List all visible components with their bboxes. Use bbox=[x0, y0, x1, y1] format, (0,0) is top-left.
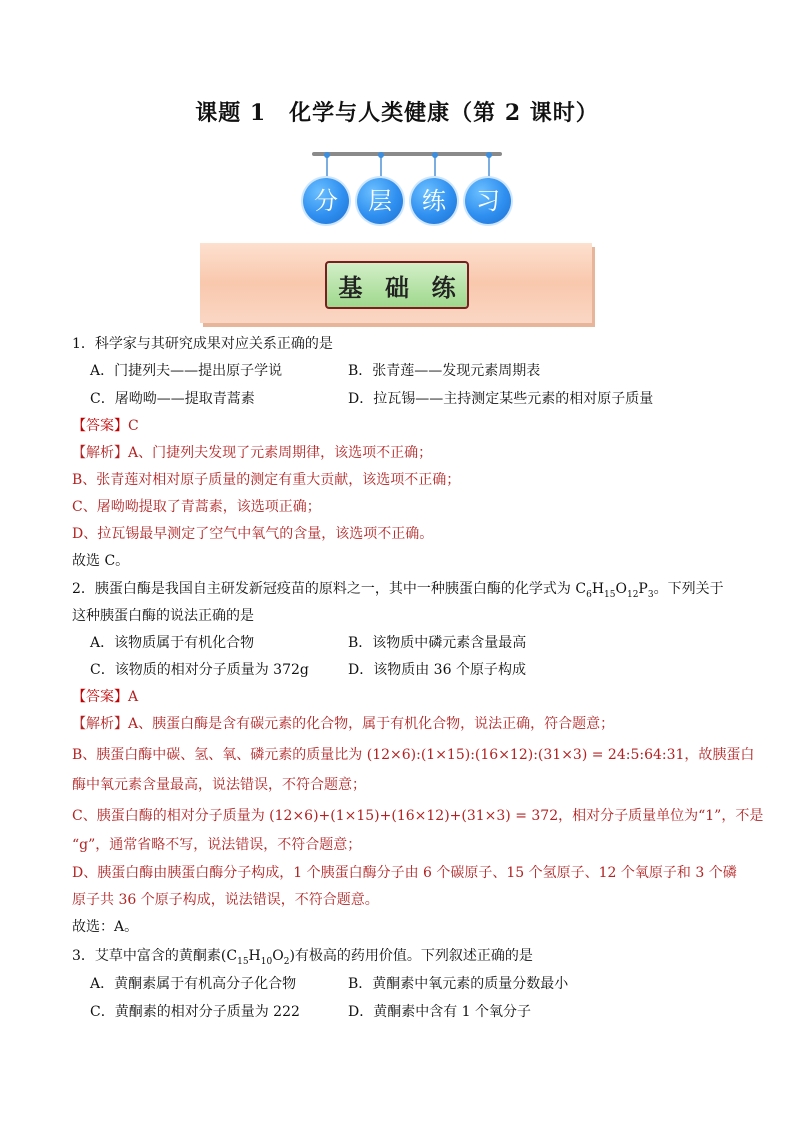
banner-char: 习 bbox=[465, 178, 511, 224]
q1-option-b: B．张青莲——发现元素周期表 bbox=[348, 363, 541, 379]
q2-analysis-a bbox=[72, 714, 614, 734]
formula-element: O bbox=[615, 581, 627, 597]
q2-analysis-d: D、胰蛋白酶由胰蛋白酶分子构成，1 个胰蛋白酶分子由 6 个碳原子、15 个氢原子、12 个氧原子和 3 个磷 bbox=[72, 865, 737, 881]
q1-analysis-d: D、拉瓦锡最早测定了空气中氧气的含量，该选项不正确。 bbox=[72, 526, 434, 542]
q2-option-a: A．该物质属于有机化合物 bbox=[90, 635, 255, 651]
analysis-tag: 【解析】 bbox=[72, 445, 128, 461]
analysis-tag: 【解析】 bbox=[72, 716, 128, 732]
q2-option-b: B．该物质中磷元素含量最高 bbox=[348, 635, 527, 651]
question-2-stem-cont: 这种胰蛋白酶的说法正确的是 bbox=[72, 608, 254, 624]
answer-tag: 【答案】 bbox=[72, 418, 128, 434]
question-3-stem bbox=[72, 946, 533, 972]
section-char: 练 bbox=[431, 273, 456, 302]
section-char: 基 bbox=[338, 273, 363, 302]
q3-option-b: B．黄酮素中氧元素的质量分数最小 bbox=[348, 976, 569, 992]
q2-analysis-b: B、胰蛋白酶中碳、氢、氧、磷元素的质量比为 (12×6):(1×15):(16×12):(31×3) = 24:5:64:31，故胰蛋白 bbox=[72, 747, 755, 763]
subscript: 12 bbox=[626, 589, 639, 600]
question-1-stem: 1．科学家与其研究成果对应关系正确的是 bbox=[72, 336, 333, 352]
answer-value: C bbox=[128, 418, 139, 434]
subscript: 10 bbox=[260, 956, 273, 967]
q2-option-c: C．该物质的相对分子质量为 372g bbox=[90, 662, 309, 678]
stem-text: 。下列关于 bbox=[653, 581, 724, 597]
analysis-text: A、胰蛋白酶是含有碳元素的化合物，属于有机化合物，说法正确，符合题意； bbox=[128, 716, 615, 732]
banner-char: 层 bbox=[357, 178, 403, 224]
formula-element: O bbox=[272, 948, 284, 964]
q2-analysis-d-cont: 原子共 36 个原子构成，说法错误，不符合题意。 bbox=[72, 892, 379, 908]
q2-analysis-c-cont: “g”，通常省略不写，说法错误，不符合题意； bbox=[72, 837, 362, 853]
analysis-text: A、门捷列夫发现了元素周期律，该选项不正确； bbox=[128, 445, 433, 461]
q3-option-a: A．黄酮素属于有机高分子化合物 bbox=[90, 976, 297, 992]
q2-conclusion: 故选：A。 bbox=[72, 919, 139, 935]
subscript: 6 bbox=[586, 589, 592, 600]
subscript: 15 bbox=[237, 956, 249, 967]
q1-answer bbox=[72, 416, 139, 436]
page-title: 课题 1 化学与人类健康（第 2 课时） bbox=[195, 100, 599, 126]
banner-char: 练 bbox=[411, 178, 457, 224]
answer-tag: 【答案】 bbox=[72, 689, 128, 705]
banner-char: 分 bbox=[303, 178, 349, 224]
q1-option-a: A．门捷列夫——提出原子学说 bbox=[90, 363, 283, 379]
formula-element: H bbox=[591, 581, 605, 597]
stem-text: 3．艾草中富含的黄酮素(C bbox=[72, 948, 238, 964]
q1-analysis-a bbox=[72, 443, 432, 463]
formula-element: P bbox=[638, 581, 648, 597]
q2-option-d: D．该物质由 36 个原子构成 bbox=[348, 662, 526, 678]
q1-option-d: D．拉瓦锡——主持测定某些元素的相对原子质量 bbox=[348, 391, 654, 407]
subscript: 2 bbox=[283, 956, 290, 967]
q1-option-c: C．屠呦呦——提取青蒿素 bbox=[90, 391, 255, 407]
q1-conclusion: 故选 C。 bbox=[72, 553, 130, 569]
section-header bbox=[325, 261, 469, 309]
subscript: 3 bbox=[647, 589, 654, 600]
q1-analysis-b: B、张青莲对相对原子质量的测定有重大贡献，该选项不正确； bbox=[72, 472, 461, 488]
subscript: 15 bbox=[604, 589, 616, 600]
stem-text: 2．胰蛋白酶是我国自主研发新冠疫苗的原料之一，其中一种胰蛋白酶的化学式为 C bbox=[72, 581, 587, 597]
stem-text: )有极高的药用价值。下列叙述正确的是 bbox=[289, 948, 533, 964]
q3-option-d: D．黄酮素中含有 1 个氧分子 bbox=[348, 1004, 532, 1020]
section-char: 础 bbox=[384, 273, 409, 302]
q2-analysis-b-cont: 酶中氧元素含量最高，说法错误，不符合题意； bbox=[72, 777, 366, 793]
question-2-stem bbox=[72, 579, 724, 605]
answer-value: A bbox=[128, 689, 139, 705]
banner-hanger-bar bbox=[312, 152, 502, 156]
formula-element: H bbox=[248, 948, 261, 964]
q3-option-c: C．黄酮素的相对分子质量为 222 bbox=[90, 1004, 300, 1020]
q2-analysis-c: C、胰蛋白酶的相对分子质量为 (12×6)+(1×15)+(16×12)+(31×3) = 372，相对分子质量单位为“1”，不是 bbox=[72, 808, 764, 824]
q2-answer bbox=[72, 687, 138, 707]
q1-analysis-c: C、屠呦呦提取了青蒿素，该选项正确； bbox=[72, 499, 321, 515]
